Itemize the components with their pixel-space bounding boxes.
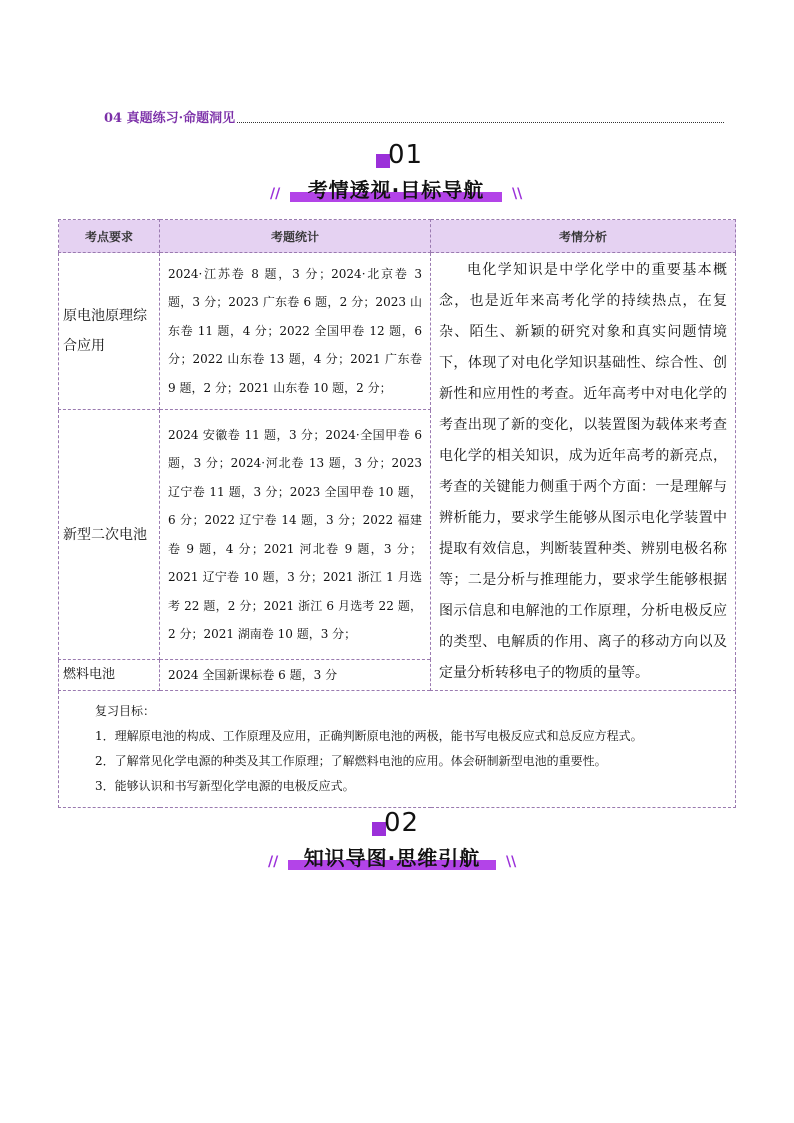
stats-cell: 2024 安徽卷 11 题，3 分；2024·全国甲卷 6 题，3 分；2024·河北卷 13 题，3 分；2023 辽宁卷 11 题，3 分；2023 全国甲卷 10 题，6 分；2022 辽宁卷 14 题，3 分；2022 福建卷 9 题，4 分；2021 河北卷 9 题，3 分；2021 辽宁卷 10 题，3 分；2021 浙江 1 月选考 22 题，2 分；2021 浙江 6 月选考 22 题，2 分；2021 湖南卷 10 题，3 分； <box>160 410 431 660</box>
slash-decoration-icon: \\ <box>506 854 517 870</box>
table-header: 考题统计 <box>160 220 431 253</box>
section-title: 知识导图·思维引航 <box>303 846 481 870</box>
topic-cell: 原电池原理综合应用 <box>59 253 160 410</box>
review-goal-item: 3．能够认识和书写新型化学电源的电极反应式。 <box>95 779 355 793</box>
slash-decoration-icon: // <box>270 186 281 202</box>
review-goals-cell <box>59 691 736 808</box>
toc-label: 04 真题练习·命题洞见 <box>104 111 236 126</box>
slash-decoration-icon: \\ <box>512 186 523 202</box>
stats-cell: 2024 全国新课标卷 6 题，3 分 <box>160 660 431 691</box>
section-2-header <box>0 810 794 880</box>
slash-decoration-icon: // <box>268 854 279 870</box>
section-1-header <box>0 142 794 212</box>
section-title-banner <box>268 840 517 874</box>
review-goal-item: 2．了解常见化学电源的种类及其工作原理；了解燃料电池的应用。体会研制新型电池的重要性。 <box>95 754 607 768</box>
exam-analysis-table <box>58 219 735 808</box>
table-header: 考情分析 <box>431 220 736 253</box>
goals-row <box>59 691 736 808</box>
stats-cell: 2024·江苏卷 8 题，3 分；2024·北京卷 3 题，3 分；2023 广东卷 6 题，2 分；2023 山东卷 11 题，4 分；2022 全国甲卷 12 题，6 分；2022 山东卷 13 题，4 分；2021 广东卷 9 题，2 分；2021 山东卷 10 题，2 分； <box>160 253 431 410</box>
section-title: 考情透视·目标导航 <box>307 178 485 202</box>
table-row <box>59 253 736 410</box>
section-number-text: 02 <box>384 808 420 838</box>
topic-cell: 新型二次电池 <box>59 410 160 660</box>
review-goals-title: 复习目标： <box>95 704 156 718</box>
toc-leader-dots <box>237 122 724 123</box>
table-header: 考点要求 <box>59 220 160 253</box>
toc-entry[interactable] <box>104 108 724 126</box>
topic-cell: 燃料电池 <box>59 660 160 691</box>
analysis-cell: 电化学知识是中学化学中的重要基本概念，也是近年来高考化学的持续热点，在复杂、陌生、新颖的研究对象和真实问题情境下，体现了对电化学知识基础性、综合性、创新性和应用性的考查。近年高考中对电化学的考查出现了新的变化，以装置图为载体来考查电化学的相关知识，成为近年高考的新亮点，考查的关键能力侧重于两个方面：一是理解与辨析能力，要求学生能够从图示电化学装置中提取有效信息，判断装置种类、辨别电极名称等；二是分析与推理能力，要求学生能够根据图示信息和电解池的工作原理，分析电极反应的类型、电解质的作用、离子的移动方向以及定量分析转移电子的物质的量等。 <box>431 253 736 691</box>
section-number-text: 01 <box>388 140 424 170</box>
section-title-banner <box>270 172 523 206</box>
review-goal-item: 1．理解原电池的构成、工作原理及应用，正确判断原电池的两极，能书写电极反应式和总反应方程式。 <box>95 729 643 743</box>
table-header-row <box>59 220 736 253</box>
